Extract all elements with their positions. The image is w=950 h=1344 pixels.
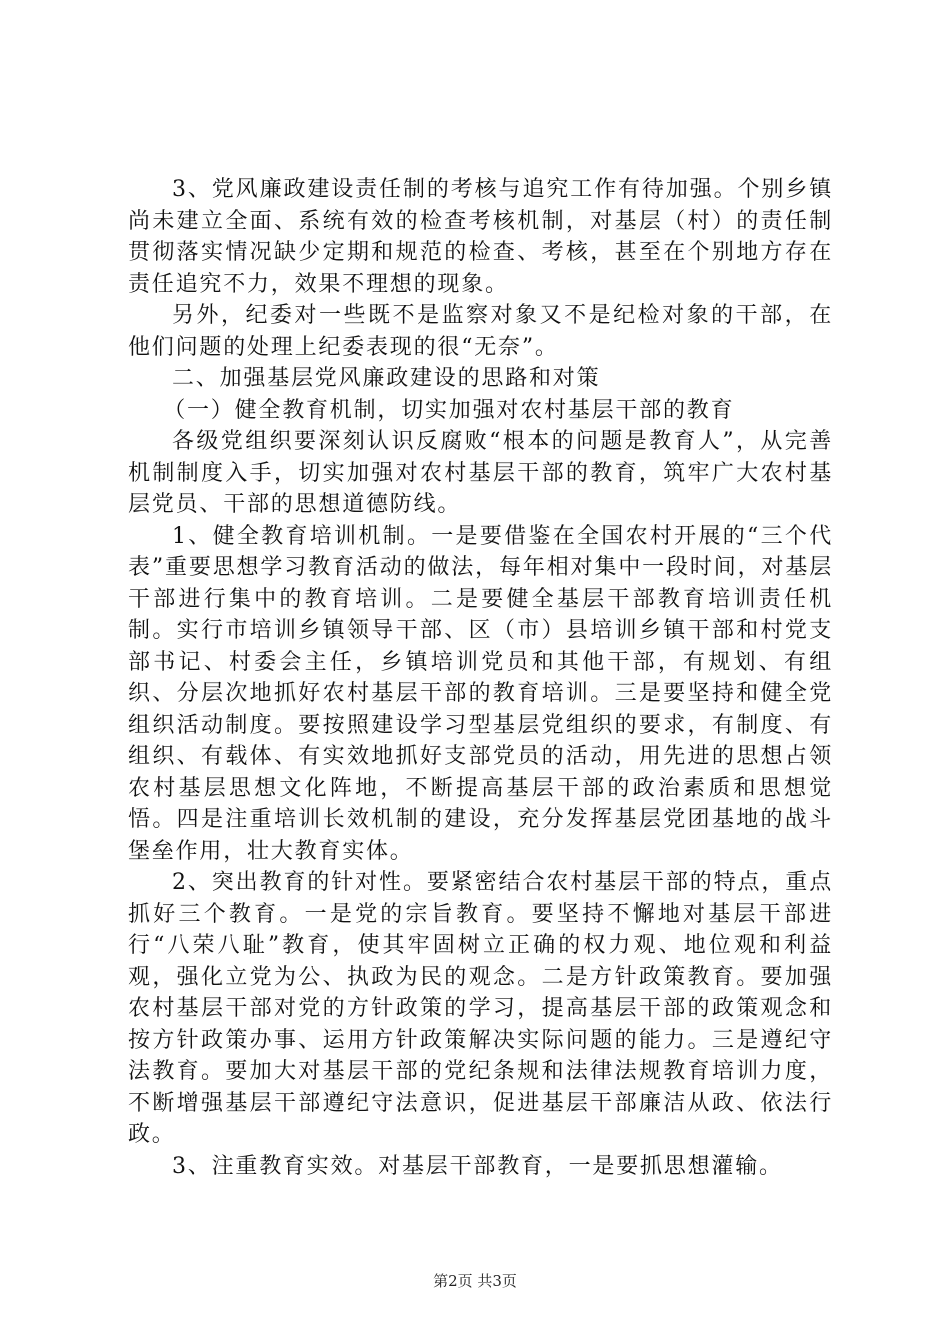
document-body xyxy=(128,174,833,1182)
paragraph-training-mechanism: 1、健全教育培训机制。一是要借鉴在全国农村开展的“三个代表”重要思想学习教育活动的做法，每年相对集中一段时间，对基层干部进行集中的教育培训。二是要健全基层干部教育培训责任机制。实行市培训乡镇领导干部、区（市）县培训乡镇干部和村党支部书记、村委会主任，乡镇培训党员和其他干部，有规划、有组织、分层次地抓好农村基层干部的教育培训。三是要坚持和健全党组织活动制度。要按照建设学习型基层党组织的要求，有制度、有组织、有载体、有实效地抓好支部党员的活动，用先进的思想占领农村基层思想文化阵地，不断提高基层干部的政治素质和思想觉悟。四是注重培训长效机制的建设，充分发挥基层党团基地的战斗堡垒作用，壮大教育实体。 xyxy=(128,523,833,864)
paragraph-responsibility-assessment: 3、党风廉政建设责任制的考核与追究工作有待加强。个别乡镇尚未建立全面、系统有效的检查考核机制，对基层（村）的责任制贯彻落实情况缺少定期和规范的检查、考核，甚至在个别地方存在责任追究不力，效果不理想的现象。 xyxy=(128,177,833,297)
section-heading-ideas-and-countermeasures: 二、加强基层党风廉政建设的思路和对策 xyxy=(172,366,601,391)
paragraph-party-organizations: 各级党组织要深刻认识反腐败“根本的问题是教育人”，从完善机制制度入手，切实加强对农村基层干部的教育，筑牢广大农村基层党员、干部的思想道德防线。 xyxy=(128,429,833,517)
paragraph-education-effectiveness: 3、注重教育实效。对基层干部教育，一是要抓思想灌输。 xyxy=(172,1153,783,1179)
paragraph-discipline-committee: 另外，纪委对一些既不是监察对象又不是纪检对象的干部，在他们问题的处理上纪委表现的很“无奈”。 xyxy=(128,303,833,360)
page-footer: 第2页 共3页 xyxy=(433,1272,517,1290)
subsection-heading-education-mechanism: （一）健全教育机制，切实加强对农村基层干部的教育 xyxy=(163,397,735,423)
paragraph-education-targeting: 2、突出教育的针对性。要紧密结合农村基层干部的特点，重点抓好三个教育。一是党的宗旨教育。要坚持不懈地对基层干部进行“八荣八耻”教育，使其牢固树立正确的权力观、地位观和利益观，强化立党为公、执政为民的观念。二是方针政策教育。要加强农村基层干部对党的方针政策的学习，提高基层干部的政策观念和按方针政策办事、运用方针政策解决实际问题的能力。三是遵纪守法教育。要加大对基层干部的党纪条规和法律法规教育培训力度，不断增强基层干部遵纪守法意识，促进基层干部廉洁从政、依法行政。 xyxy=(128,870,833,1147)
